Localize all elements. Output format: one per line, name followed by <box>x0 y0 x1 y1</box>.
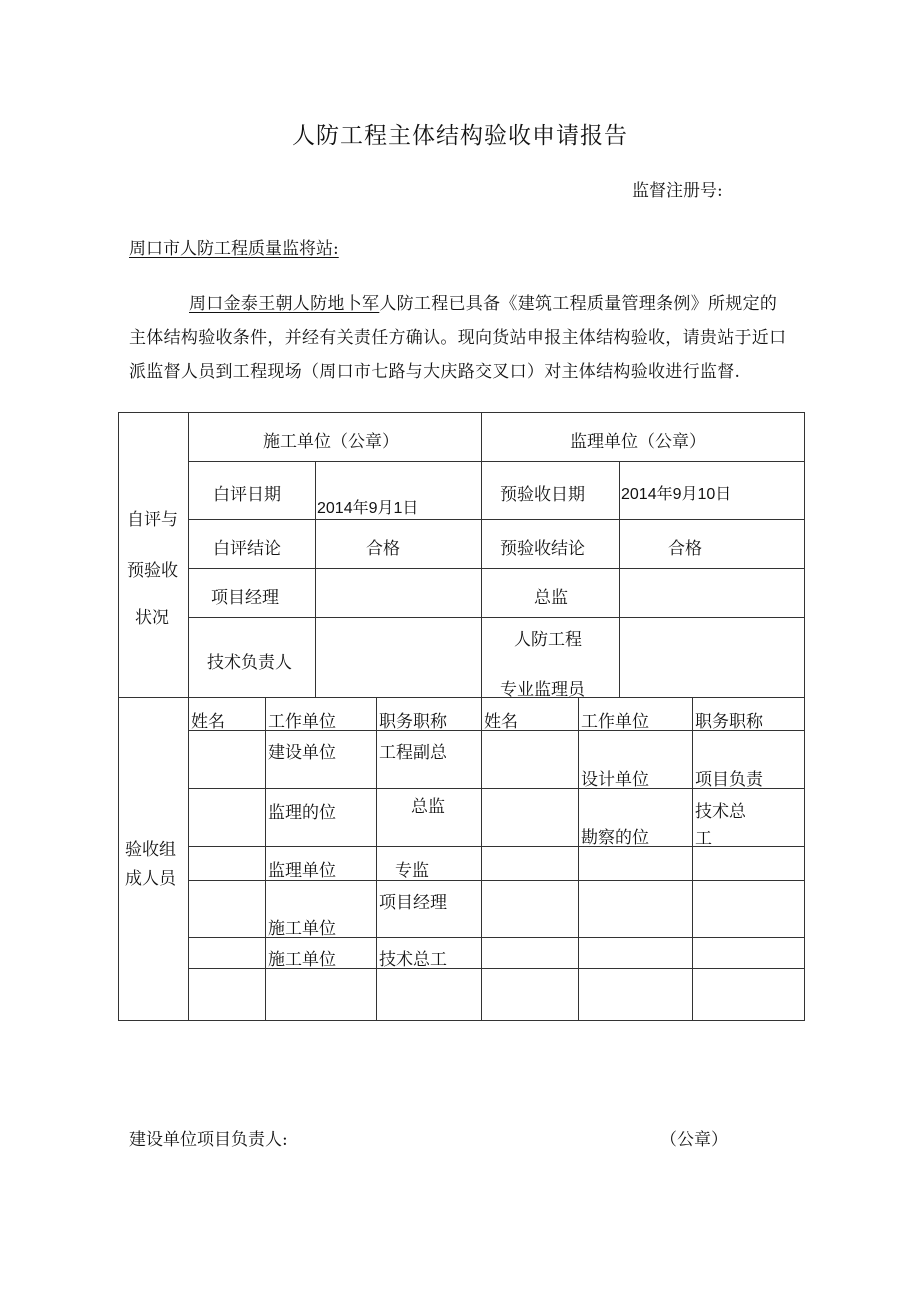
members-header-name-2 <box>481 697 579 731</box>
member-r6-name-1 <box>188 968 266 1021</box>
member-r4-title-1 <box>376 880 482 938</box>
member-r6-title-2 <box>692 968 805 1021</box>
specialist-value-cell <box>619 617 805 698</box>
section1-label-line-3: 状况 <box>135 608 169 628</box>
members-header-title-1 <box>376 697 482 731</box>
pre-accept-conclusion-cell <box>619 519 805 569</box>
supervisor-header-cell <box>481 412 805 462</box>
member-r2-name-2 <box>481 788 579 847</box>
members-header-unit-1 <box>265 697 377 731</box>
member-r3-title-2 <box>692 846 805 881</box>
contractor-header-cell <box>188 412 482 462</box>
r5-title: 技术总工 <box>379 950 447 970</box>
member-r2-unit-2 <box>578 788 693 847</box>
member-r5-title-1 <box>376 937 482 969</box>
r4-unit: 施工单位 <box>268 919 336 939</box>
member-r6-title-1 <box>376 968 482 1021</box>
member-r4-name-2 <box>481 880 579 938</box>
member-r5-name-1 <box>188 937 266 969</box>
document-title: 人防工程主体结构验收申请报告 <box>292 123 628 149</box>
pre-accept-conclusion-label: 预验收结论 <box>500 539 585 559</box>
member-r2-title-1 <box>376 788 482 847</box>
r1-title-2: 项目负责 <box>695 770 763 790</box>
chief-supervisor-label: 总监 <box>534 588 568 608</box>
header-unit-2: 工作单位 <box>581 712 649 732</box>
member-r1-title-1 <box>376 730 482 789</box>
section1-label-line-1: 自评与 <box>127 510 178 530</box>
seal-label: （公章） <box>660 1130 728 1150</box>
self-eval-conclusion-label: 白评结论 <box>213 539 281 559</box>
header-name-1: 姓名 <box>191 712 225 732</box>
member-r4-unit-1 <box>265 880 377 938</box>
section2-label-line-2: 成人员 <box>125 869 176 889</box>
section2-label-line-1: 验收组 <box>125 840 176 860</box>
project-name: 周口金泰王朝人防地卜军 <box>189 294 380 314</box>
r2-unit-2: 勘察的位 <box>581 828 649 848</box>
header-title-2: 职务职称 <box>695 712 763 732</box>
member-r6-unit-2 <box>578 968 693 1021</box>
section-self-eval-label-cell <box>118 412 189 698</box>
section-members-label-cell <box>118 697 189 1021</box>
member-r1-title-2 <box>692 730 805 789</box>
paragraph-line-1: 人防工程已具备《建筑工程质量管理条例》所规定的 <box>379 294 778 314</box>
member-r4-unit-2 <box>578 880 693 938</box>
project-manager-label-cell <box>188 568 316 618</box>
self-eval-conclusion-label-cell <box>188 519 316 569</box>
chief-supervisor-label-cell <box>481 568 620 618</box>
members-header-unit-2 <box>578 697 693 731</box>
r1-title: 工程副总 <box>379 743 447 763</box>
addressee: 周口市人防工程质量监将站: <box>129 239 339 259</box>
member-r5-unit-1 <box>265 937 377 969</box>
r1-unit: 建设单位 <box>268 743 336 763</box>
project-manager-value-cell <box>315 568 482 618</box>
self-eval-date-cell <box>315 461 482 520</box>
member-r3-unit-2 <box>578 846 693 881</box>
registration-number-label: 监督注册号: <box>632 181 723 201</box>
member-r6-name-2 <box>481 968 579 1021</box>
paragraph-line-3: 派监督人员到工程现场（周口市七路与大庆路交叉口）对主体结构验收进行监督. <box>129 362 741 382</box>
self-eval-date: 2014年9月1日 <box>317 500 419 517</box>
r2-unit: 监理的位 <box>268 803 336 823</box>
member-r4-title-2 <box>692 880 805 938</box>
r1-unit-2: 设计单位 <box>581 770 649 790</box>
project-manager-label: 项目经理 <box>211 588 279 608</box>
pre-accept-date-label: 预验收日期 <box>500 485 585 505</box>
member-r3-unit-1 <box>265 846 377 881</box>
member-r1-name-2 <box>481 730 579 789</box>
r4-title: 项目经理 <box>379 893 447 913</box>
member-r5-title-2 <box>692 937 805 969</box>
members-header-title-2 <box>692 697 805 731</box>
member-r6-unit-1 <box>265 968 377 1021</box>
member-r3-title-1 <box>376 846 482 881</box>
section1-label-line-2: 预验收 <box>127 561 178 581</box>
self-eval-date-label: 白评日期 <box>213 485 281 505</box>
self-eval-conclusion: 合格 <box>366 539 400 559</box>
r3-unit: 监理单位 <box>268 861 336 881</box>
specialist-label-line-1: 人防工程 <box>514 630 582 650</box>
member-r4-name-1 <box>188 880 266 938</box>
member-r5-name-2 <box>481 937 579 969</box>
paragraph-line-2: 主体结构验收条件，并经有关责任方确认。现向货站申报主体结构验收，请贵站于近口 <box>129 328 787 348</box>
member-r2-unit-1 <box>265 788 377 847</box>
header-title-1: 职务职称 <box>379 712 447 732</box>
members-header-name-1 <box>188 697 266 731</box>
specialist-label-cell <box>481 617 620 698</box>
self-eval-conclusion-cell <box>315 519 482 569</box>
owner-signature-label: 建设单位项目负责人: <box>129 1130 288 1150</box>
member-r2-name-1 <box>188 788 266 847</box>
header-unit-1: 工作单位 <box>268 712 336 732</box>
specialist-label-line-2: 专业监理员 <box>500 680 585 700</box>
chief-supervisor-value-cell <box>619 568 805 618</box>
tech-lead-value-cell <box>315 617 482 698</box>
header-name-2: 姓名 <box>484 712 518 732</box>
r2-title: 总监 <box>411 797 445 817</box>
member-r5-unit-2 <box>578 937 693 969</box>
member-r3-name-1 <box>188 846 266 881</box>
tech-lead-label: 技术负责人 <box>207 653 292 673</box>
pre-accept-date-cell <box>619 461 805 520</box>
r5-unit: 施工单位 <box>268 950 336 970</box>
r2-title-2-line-2: 工 <box>695 829 712 849</box>
tech-lead-label-cell <box>188 617 316 698</box>
pre-accept-conclusion: 合格 <box>668 539 702 559</box>
member-r1-unit-2 <box>578 730 693 789</box>
member-r3-name-2 <box>481 846 579 881</box>
member-r2-title-2 <box>692 788 805 847</box>
pre-accept-date-label-cell <box>481 461 620 520</box>
member-r1-name-1 <box>188 730 266 789</box>
member-r1-unit-1 <box>265 730 377 789</box>
pre-accept-conclusion-label-cell <box>481 519 620 569</box>
contractor-header: 施工单位（公章） <box>263 432 399 452</box>
r2-title-2-line-1: 技术总 <box>695 802 746 822</box>
supervisor-header: 监理单位（公章） <box>570 432 706 452</box>
r3-title: 专监 <box>395 861 429 881</box>
self-eval-date-label-cell <box>188 461 316 520</box>
pre-accept-date: 2014年9月10日 <box>621 486 732 503</box>
